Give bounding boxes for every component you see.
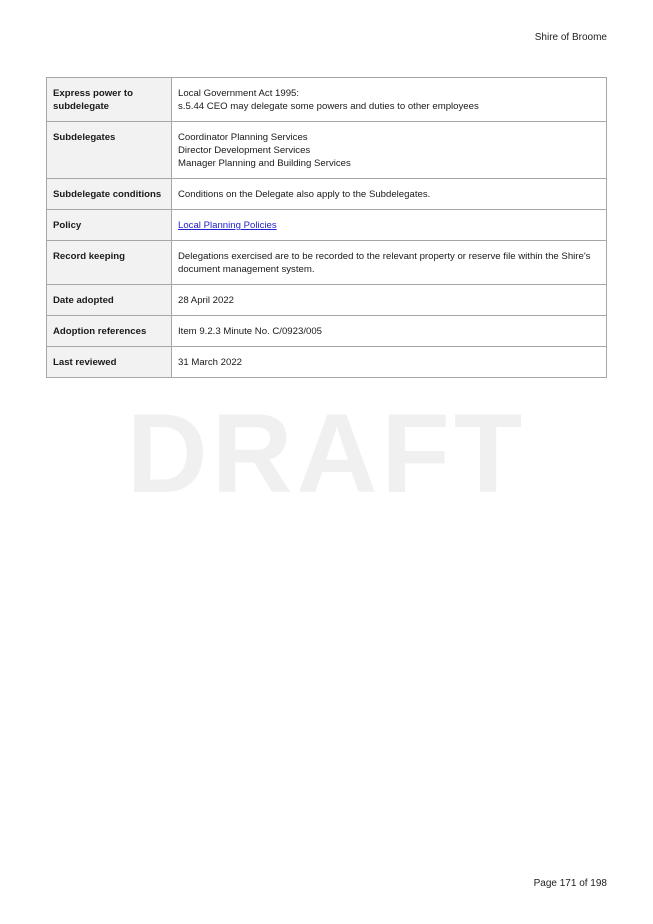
row-value: 31 March 2022 [172, 347, 607, 378]
table-row-policy [47, 210, 607, 241]
row-value [172, 78, 607, 122]
row-label: Subdelegate conditions [47, 179, 172, 210]
value-line: Coordinator Planning Services [178, 132, 308, 143]
delegation-table [46, 77, 607, 378]
value-line: Manager Planning and Building Services [178, 158, 351, 169]
organisation-name: Shire of Broome [534, 32, 607, 43]
value-line: Director Development Services [178, 145, 311, 156]
row-value [172, 179, 607, 210]
table-row-date-adopted [47, 285, 607, 316]
row-value: Delegations exercised are to be recorded to the relevant property or reserve file within the Shire's document management system. [172, 241, 607, 285]
value-line: Conditions on the Delegate also apply to the Subdelegates. [178, 189, 431, 200]
local-planning-policies-link[interactable]: Local Planning Policies [178, 220, 277, 231]
table-row-adoption-references [47, 316, 607, 347]
row-label: Date adopted [47, 285, 172, 316]
table-row-subdelegates [47, 122, 607, 179]
row-label: Adoption references [47, 316, 172, 347]
row-label: Express power to subdelegate [47, 78, 172, 122]
row-value [172, 210, 607, 241]
draft-watermark: DRAFT [126, 391, 527, 516]
value-line: s.5.44 CEO may delegate some powers and duties to other employees [178, 101, 479, 112]
row-value: Item 9.2.3 Minute No. C/0923/005 [172, 316, 607, 347]
page-number: Page 171 of 198 [533, 878, 607, 889]
row-label: Record keeping [47, 241, 172, 285]
table-row-record-keeping [47, 241, 607, 285]
table-row-last-reviewed [47, 347, 607, 378]
value-line: Local Government Act 1995: [178, 88, 300, 99]
row-label: Policy [47, 210, 172, 241]
table-row-express-power [47, 78, 607, 122]
row-value [172, 122, 607, 179]
row-value: 28 April 2022 [172, 285, 607, 316]
table-row-subdelegate-conditions [47, 179, 607, 210]
row-label: Last reviewed [47, 347, 172, 378]
row-label: Subdelegates [47, 122, 172, 179]
